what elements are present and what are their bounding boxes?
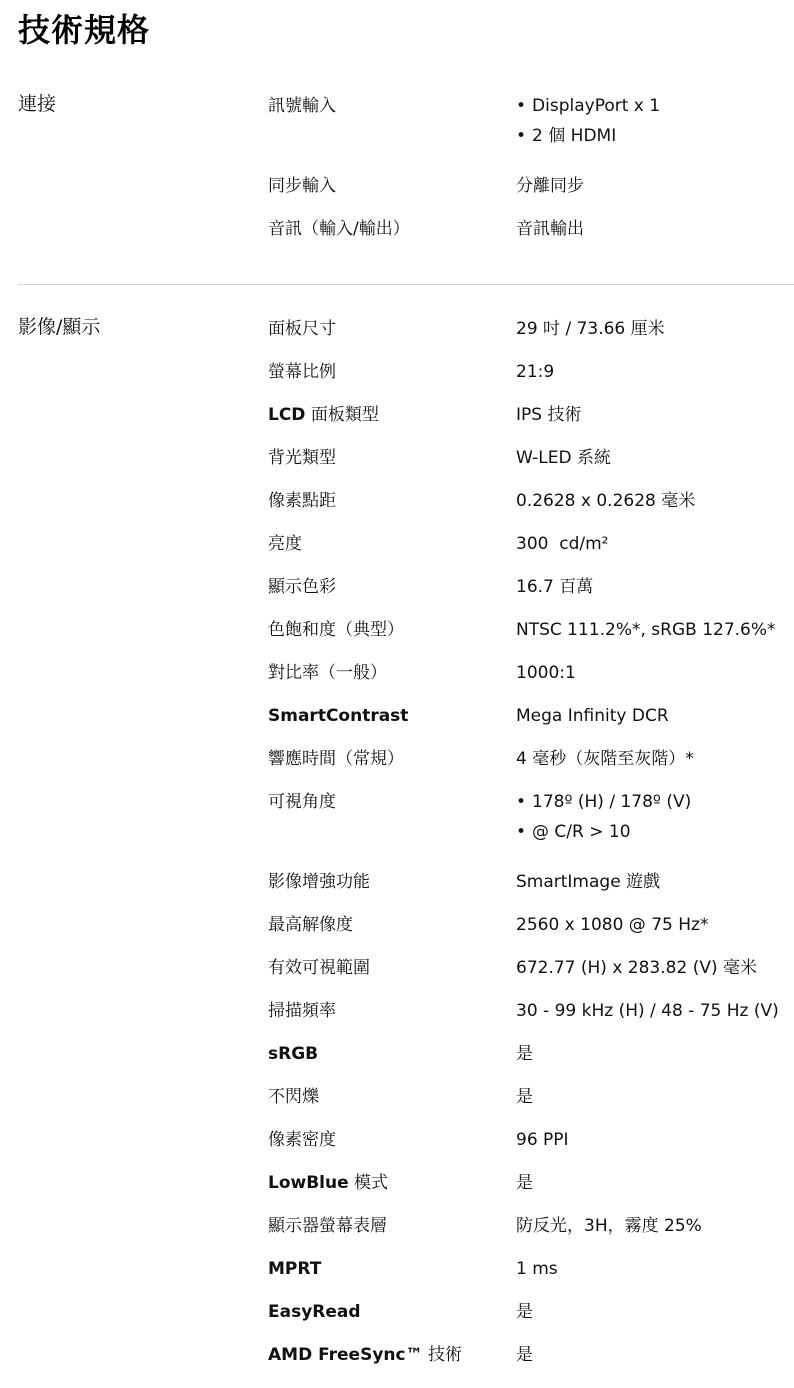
spec-label: 背光類型 xyxy=(268,448,336,468)
spec-label: 同步輸入 xyxy=(268,176,336,196)
spec-label-bold: LowBlue xyxy=(268,1173,349,1193)
spec-value-list xyxy=(516,94,660,154)
spec-label: 像素密度 xyxy=(268,1130,336,1150)
spec-label-bold: SmartContrast xyxy=(268,706,409,726)
spec-label: 對比率（一般） xyxy=(268,663,387,683)
spec-label-rest: 模式 xyxy=(348,1173,389,1193)
spec-label xyxy=(268,1343,462,1367)
spec-value: 672.77 (H) x 283.82 (V) 毫米 xyxy=(516,958,757,978)
spec-value: 是 xyxy=(516,1173,533,1193)
spec-label: 響應時間（常規） xyxy=(268,749,404,769)
section-label-display: 影像/顯示 xyxy=(18,316,101,338)
section-label-connectivity: 連接 xyxy=(18,93,57,115)
spec-label: 可視角度 xyxy=(268,792,336,812)
spec-value: 16.7 百萬 xyxy=(516,577,594,597)
spec-value-item: • 2 個 HDMI xyxy=(516,124,660,154)
spec-value: NTSC 111.2%*, sRGB 127.6%* xyxy=(516,620,776,640)
spec-label: 掃描頻率 xyxy=(268,1001,336,1021)
spec-value: W-LED 系統 xyxy=(516,448,611,468)
spec-value: 音訊輸出 xyxy=(516,219,584,239)
spec-label xyxy=(268,1042,318,1066)
spec-value: 是 xyxy=(516,1345,533,1365)
spec-value-list xyxy=(516,790,691,850)
spec-value: 0.2628 x 0.2628 毫米 xyxy=(516,491,696,511)
spec-value: 是 xyxy=(516,1302,533,1322)
spec-value: IPS 技術 xyxy=(516,405,582,425)
spec-label-bold: MPRT xyxy=(268,1259,322,1279)
spec-label-bold: LCD xyxy=(268,405,306,425)
spec-label: 色飽和度（典型） xyxy=(268,620,404,640)
spec-label-bold: EasyRead xyxy=(268,1302,361,1322)
spec-value: SmartImage 遊戲 xyxy=(516,872,661,892)
spec-label xyxy=(268,704,408,728)
section-divider xyxy=(18,284,794,285)
spec-value: 2560 x 1080 @ 75 Hz* xyxy=(516,915,709,935)
spec-value-item: • @ C/R > 10 xyxy=(516,820,691,850)
spec-label-rest: 技術 xyxy=(422,1345,462,1365)
spec-label xyxy=(268,1300,361,1324)
spec-value: 分離同步 xyxy=(516,176,584,196)
spec-value: 是 xyxy=(516,1044,533,1064)
spec-value: 30 - 99 kHz (H) / 48 - 75 Hz (V) xyxy=(516,1001,779,1021)
spec-label-bold: sRGB xyxy=(268,1044,319,1064)
spec-label: 不閃爍 xyxy=(268,1087,319,1107)
spec-label-rest: 面板類型 xyxy=(305,405,379,425)
spec-label: 面板尺寸 xyxy=(268,319,336,339)
spec-value: 29 吋 / 73.66 厘米 xyxy=(516,319,665,339)
spec-value: Mega Infinity DCR xyxy=(516,706,669,726)
spec-label: 像素點距 xyxy=(268,491,336,511)
spec-value: 是 xyxy=(516,1087,533,1107)
spec-label: 有效可視範圍 xyxy=(268,958,370,978)
spec-value: 1 ms xyxy=(516,1259,558,1279)
spec-label: 亮度 xyxy=(268,534,302,554)
spec-label: 最高解像度 xyxy=(268,915,353,935)
spec-label: 音訊（輸入/輸出） xyxy=(268,219,410,239)
spec-label: 顯示色彩 xyxy=(268,577,336,597)
spec-label xyxy=(268,1257,321,1281)
spec-value: 4 毫秒（灰階至灰階）* xyxy=(516,749,694,769)
spec-value: 300 cd/m² xyxy=(516,534,609,554)
spec-value: 96 PPI xyxy=(516,1130,569,1150)
spec-value: 1000:1 xyxy=(516,663,576,683)
spec-label: 影像增強功能 xyxy=(268,872,370,892)
spec-label: 螢幕比例 xyxy=(268,362,336,382)
spec-value-item: • DisplayPort x 1 xyxy=(516,94,660,124)
spec-label-bold: AMD FreeSync™ xyxy=(268,1345,423,1365)
spec-value: 21:9 xyxy=(516,362,555,382)
spec-label: 訊號輸入 xyxy=(268,96,336,116)
spec-value-item: • 178º (H) / 178º (V) xyxy=(516,790,691,820)
spec-label xyxy=(268,1171,388,1195)
spec-label xyxy=(268,403,379,427)
spec-value: 防反光，3H，霧度 25% xyxy=(516,1216,702,1236)
page-title: 技術規格 xyxy=(18,11,151,49)
spec-label: 顯示器螢幕表層 xyxy=(268,1216,387,1236)
